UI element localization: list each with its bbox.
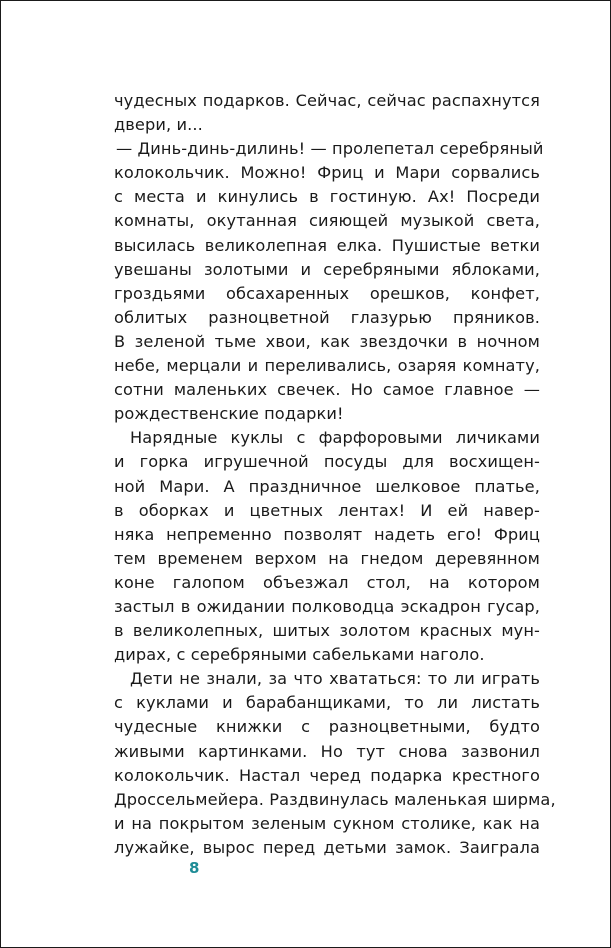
text-line: высилась великолепная елка. Пушистые ветки <box>114 235 540 255</box>
text-line: с куклами и барабанщиками, то ли листать <box>114 693 540 713</box>
text-line: колокольчик. Можно! Фриц и Мари сорвались <box>114 163 540 183</box>
text-line: увешаны золотыми и серебряными яблоками, <box>114 259 540 279</box>
text-line: лужайке, вырос перед детьми замок. Заиграла <box>114 837 540 857</box>
text-line: в великолепных, шитых золотом красных мун- <box>114 621 540 641</box>
text-line: чудесные книжки с разноцветными, будто <box>114 717 540 737</box>
text-line: облитых разноцветной глазурью пряников. <box>114 307 540 327</box>
text-line: сотни маленьких свечек. Но самое главное — <box>114 380 540 400</box>
text-line: небе, мерцали и переливались, озаряя комнату, <box>114 356 540 376</box>
text-line: Нарядные куклы с фарфоровыми личиками <box>130 428 540 448</box>
text-line: В зеленой тьме хвои, как звездочки в ночном <box>114 331 540 351</box>
text-line: колокольчик. Настал черед подарка крестного <box>114 765 540 785</box>
text-line: застыл в ожидании полководца эскадрон гусар, <box>114 596 540 616</box>
text-line: живыми картинками. Но тут снова зазвонил <box>114 741 540 761</box>
text-line: комнаты, окутанная сияющей музыкой света, <box>114 211 540 231</box>
text-line: с места и кинулись в гостиную. Ах! Посреди <box>114 187 540 207</box>
text-line: — Динь-динь-дилинь! — пролепетал серебряный <box>116 139 544 159</box>
text-line: гроздьями обсахаренных орешков, конфет, <box>114 283 540 303</box>
text-line: Дроссельмейера. Раздвинулась маленькая ширма, <box>114 789 556 809</box>
text-line: и на покрытом зеленым сукном столике, как на <box>114 813 540 833</box>
text-line: двери, и... <box>114 115 203 135</box>
text-line: и горка игрушечной посуды для восхищен- <box>114 452 540 472</box>
text-line: в оборках и цветных лентах! И ей навер- <box>114 500 540 520</box>
body-text <box>114 89 556 860</box>
text-line: дирах, с серебряными сабельками наголо. <box>114 645 485 665</box>
text-line: ной Мари. А праздничное шелковое платье, <box>114 476 540 496</box>
text-line: коне галопом объезжал стол, на котором <box>114 572 540 592</box>
text-line: рождественские подарки! <box>114 404 344 424</box>
text-line: тем временем верхом на гнедом деревянном <box>114 548 540 568</box>
text-line: чудесных подарков. Сейчас, сейчас распахнутся <box>114 91 540 110</box>
text-line: няка непременно позволят надеть его! Фриц <box>114 524 540 544</box>
page-number: 8 <box>189 859 200 877</box>
text-line: Дети не знали, за что хвататься: то ли играть <box>130 669 540 689</box>
